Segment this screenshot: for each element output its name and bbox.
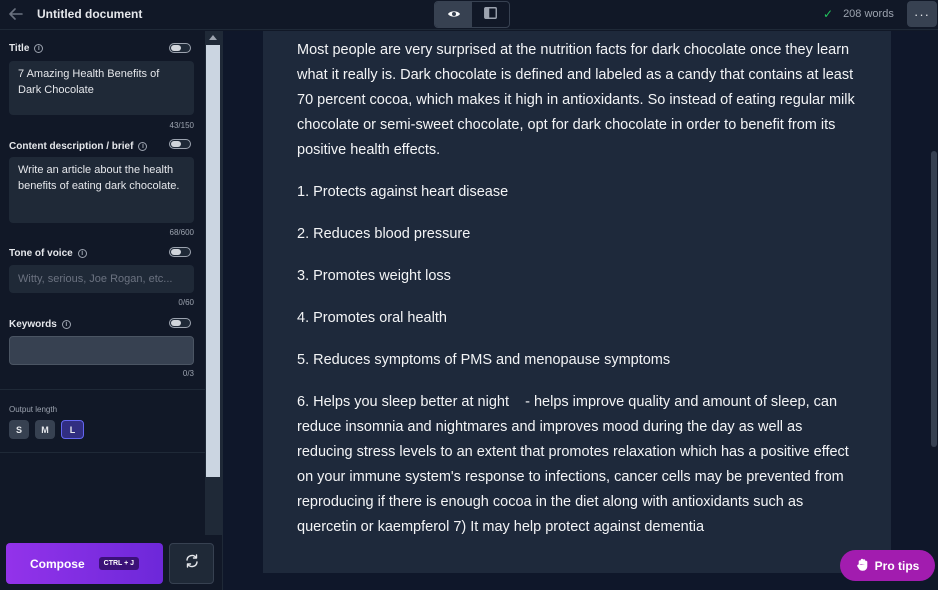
editor-content[interactable] — [263, 31, 891, 573]
editor-scrollbar[interactable] — [930, 31, 938, 590]
title-label: Title i — [9, 43, 43, 54]
brief-textarea[interactable]: Write an article about the health benefits of eating dark chocolate. — [9, 157, 194, 223]
brief-counter: 68/600 — [169, 228, 194, 237]
info-icon[interactable]: i — [34, 44, 43, 53]
split-mode-button[interactable] — [472, 2, 509, 27]
divider — [0, 452, 205, 453]
title-counter: 43/150 — [169, 121, 194, 130]
divider — [0, 389, 205, 390]
paragraph[interactable]: 6. Helps you sleep better at night - helps improve quality and amount of sleep, can reduce insomnia and nightmares and improves mood during the day as well as reducing stress levels to an extent that promotes relaxation which has a positive effect on your immune system's response to infections, cancer cells may be prevented from reproducing if there is enough cocoa in the diet along with antioxidants such as quercetin or kaempferol 7) It may help protect against dementia — [297, 394, 853, 535]
compose-button[interactable] — [6, 543, 163, 584]
scroll-up-arrow-icon[interactable] — [209, 35, 217, 40]
compose-bar — [0, 535, 222, 590]
hand-icon — [856, 558, 869, 574]
editor-scrollbar-thumb[interactable] — [931, 151, 937, 447]
keywords-toggle[interactable] — [169, 318, 191, 328]
tone-toggle[interactable] — [169, 247, 191, 257]
editor-area — [222, 31, 930, 590]
tone-label: Tone of voice i — [9, 248, 87, 259]
brief-label: Content description / brief i — [9, 141, 147, 152]
back-arrow-icon[interactable] — [7, 5, 25, 23]
top-bar — [0, 0, 938, 30]
info-icon[interactable]: i — [78, 249, 87, 258]
view-mode-toggle — [434, 1, 510, 28]
paragraph[interactable]: 4. Promotes oral health — [297, 310, 447, 326]
refresh-icon — [185, 554, 199, 573]
brief-toggle[interactable] — [169, 139, 191, 149]
tone-input[interactable]: Witty, serious, Joe Rogan, etc... — [9, 265, 194, 293]
title-input[interactable]: 7 Amazing Health Benefits of Dark Chocolate — [9, 61, 194, 115]
size-m-button[interactable]: M — [35, 420, 55, 439]
check-icon: ✓ — [823, 7, 834, 21]
more-options-button[interactable]: ··· — [907, 1, 937, 27]
pro-tips-label: Pro tips — [874, 558, 920, 573]
paragraph[interactable]: 2. Reduces blood pressure — [297, 226, 471, 242]
refresh-button[interactable] — [169, 543, 214, 584]
output-length-options — [9, 420, 84, 439]
keywords-counter: 0/3 — [182, 369, 194, 378]
sidebar-scrollbar[interactable] — [205, 31, 222, 535]
tone-counter: 0/60 — [178, 298, 194, 307]
sidebar-layout-icon — [484, 6, 497, 24]
title-toggle[interactable] — [169, 43, 191, 53]
eye-icon — [447, 6, 461, 24]
pro-tips-button[interactable] — [840, 550, 935, 581]
word-count-status — [823, 7, 894, 21]
size-s-button[interactable]: S — [9, 420, 29, 439]
info-icon[interactable]: i — [62, 320, 71, 329]
settings-sidebar — [0, 31, 205, 535]
paragraph[interactable]: 3. Promotes weight loss — [297, 268, 451, 284]
paragraph[interactable]: 1. Protects against heart disease — [297, 184, 509, 200]
keywords-input[interactable] — [9, 336, 194, 365]
paragraph[interactable]: 5. Reduces symptoms of PMS and menopause symptoms — [297, 352, 671, 368]
sidebar-scrollbar-thumb[interactable] — [206, 45, 220, 477]
info-icon[interactable]: i — [138, 142, 147, 151]
document-title[interactable]: Untitled document — [37, 7, 143, 21]
paragraph[interactable]: Most people are very surprised at the nutrition facts for dark chocolate once they learn what it really is. Dark chocolate is defined and labeled as a candy that contains at least 70 percent cocoa, which makes it high in antioxidants. So instead of eating regular milk chocolate or semi-sweet chocolate, opt for dark chocolate in order to benefit from its positive health effects. — [297, 42, 855, 158]
compose-shortcut: CTRL + J — [99, 557, 139, 570]
compose-label: Compose — [29, 556, 85, 571]
preview-mode-button[interactable] — [435, 2, 472, 27]
word-count-label: 208 words — [843, 8, 894, 20]
output-length-label: Output length — [9, 405, 58, 414]
keywords-label: Keywords i — [9, 319, 71, 330]
size-l-button[interactable]: L — [61, 420, 84, 439]
